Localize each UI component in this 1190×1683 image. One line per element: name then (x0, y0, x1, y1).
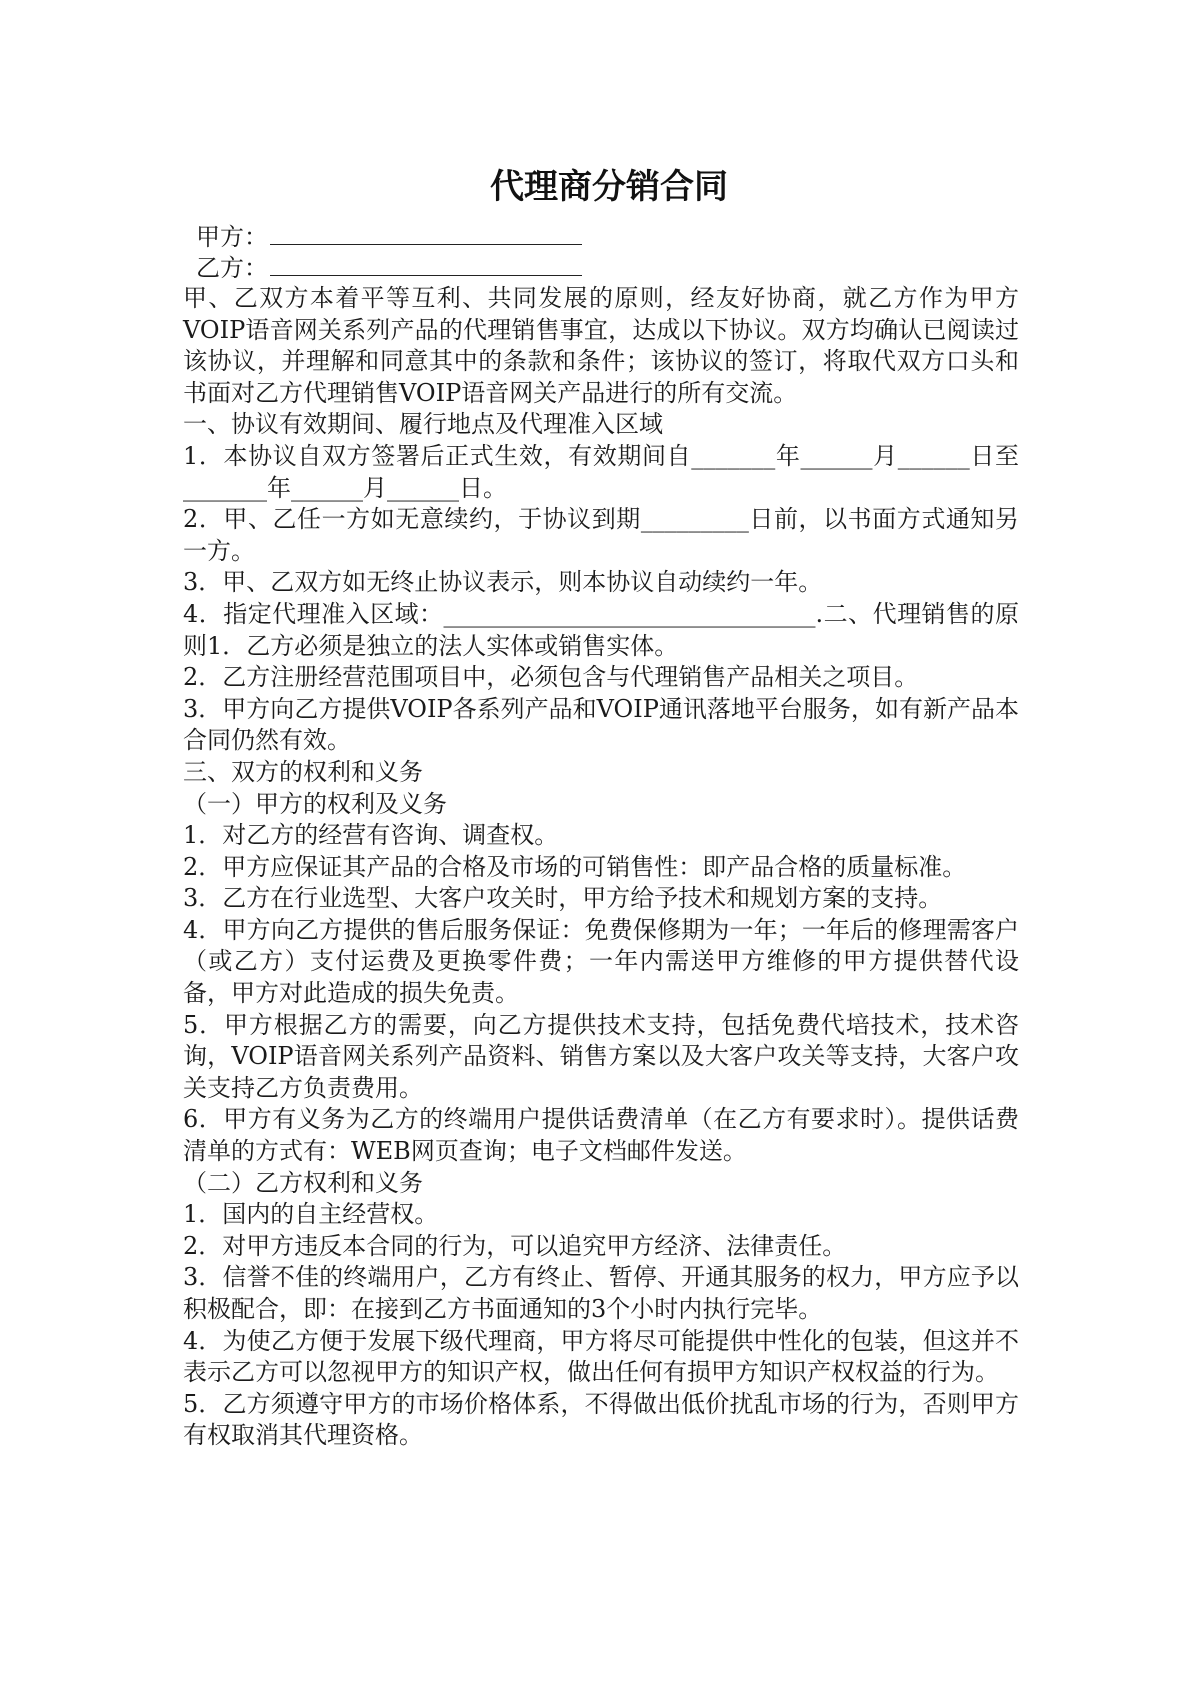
clause-a-2: 2．甲方应保证其产品的合格及市场的可销售性：即产品合格的质量标准。 (183, 852, 967, 881)
clause-a-3: 3．乙方在行业选型、大客户攻关时，甲方给予技术和规划方案的支持。 (183, 884, 943, 913)
clause-2-2: 2．乙方注册经营范围项目中，必须包含与代理销售产品相关之项目。 (183, 663, 919, 692)
clause-b-3: 3．信誉不佳的终端用户，乙方有终止、暂停、开通其服务的权力，甲方应予以积极配合，即：在接到乙方书面通知的3个小时内执行完毕。 (183, 1263, 1019, 1323)
clause-b-5: 5．乙方须遵守甲方的市场价格体系，不得做出低价扰乱市场的行为，否则甲方有权取消其代理资格。 (183, 1389, 1019, 1450)
clause-b-1: 1．国内的自主经营权。 (183, 1200, 439, 1229)
clause-a-6: 6．甲方有义务为乙方的终端用户提供话费清单（在乙方有要求时）。提供话费清单的方式有：WEB网页查询；电子文档邮件发送。 (183, 1105, 1019, 1166)
party-a-label: 甲方： (196, 223, 268, 251)
document-title: 代理商分销合同 (490, 167, 728, 207)
party-a-line (196, 220, 582, 253)
party-b-label: 乙方： (196, 254, 268, 282)
clause-b-4: 4．为使乙方便于发展下级代理商，甲方将尽可能提供中性化的包装，但这并不表示乙方可以忽视甲方的知识产权，做出任何有损甲方知识产权权益的行为。 (183, 1326, 1019, 1387)
preamble-paragraph: 甲、乙双方本着平等互利、共同发展的原则，经友好协商，就乙方作为甲方VOIP语音网关系列产品的代理销售事宜，达成以下协议。双方均确认已阅读过该协议，并理解和同意其中的条款和条件；该协议的签订，将取代双方口头和书面对乙方代理销售VOIP语音网关产品进行的所有交流。 (183, 284, 1019, 407)
contract-body (183, 283, 1019, 1452)
section-3-heading: 三、双方的权利和义务 (183, 757, 423, 786)
subsection-a-heading: （一）甲方的权利及义务 (183, 789, 447, 818)
clause-b-2: 2．对甲方违反本合同的行为，可以追究甲方经济、法律责任。 (183, 1231, 847, 1260)
party-b-blank (270, 251, 582, 276)
party-a-blank (270, 220, 582, 245)
clause-a-4: 4．甲方向乙方提供的售后服务保证：免费保修期为一年；一年后的修理需客户（或乙方）支付运费及更换零件费；一年内需送甲方维修的甲方提供替代设备，甲方对此造成的损失免责。 (183, 915, 1019, 1008)
clause-1-4: 4．指定代理准入区域：_______________________________.二、代理销售的原则1．乙方必须是独立的法人实体或销售实体。 (183, 599, 1019, 660)
clause-1-2: 2．甲、乙任一方如无意续约，于协议到期_________日前，以书面方式通知另一方。 (183, 505, 1019, 565)
party-b-line (196, 251, 582, 284)
clause-2-3: 3．甲方向乙方提供VOIP各系列产品和VOIP通讯落地平台服务，如有新产品本合同仍然有效。 (183, 694, 1019, 755)
clause-a-5: 5．甲方根据乙方的需要，向乙方提供技术支持，包括免费代培技术，技术咨询，VOIP语音网关系列产品资料、销售方案以及大客户攻关等支持，大客户攻关支持乙方负责费用。 (183, 1010, 1019, 1102)
clause-1-1: 1．本协议自双方签署后正式生效，有效期间自_______年______月______日至_______年______月______日。 (183, 441, 1019, 502)
clause-a-1: 1．对乙方的经营有咨询、调查权。 (183, 821, 559, 850)
subsection-b-heading: （二）乙方权利和义务 (183, 1168, 423, 1197)
section-1-heading: 一、协议有效期间、履行地点及代理准入区域 (183, 410, 663, 439)
clause-1-3: 3．甲、乙双方如无终止协议表示，则本协议自动续约一年。 (183, 568, 823, 597)
